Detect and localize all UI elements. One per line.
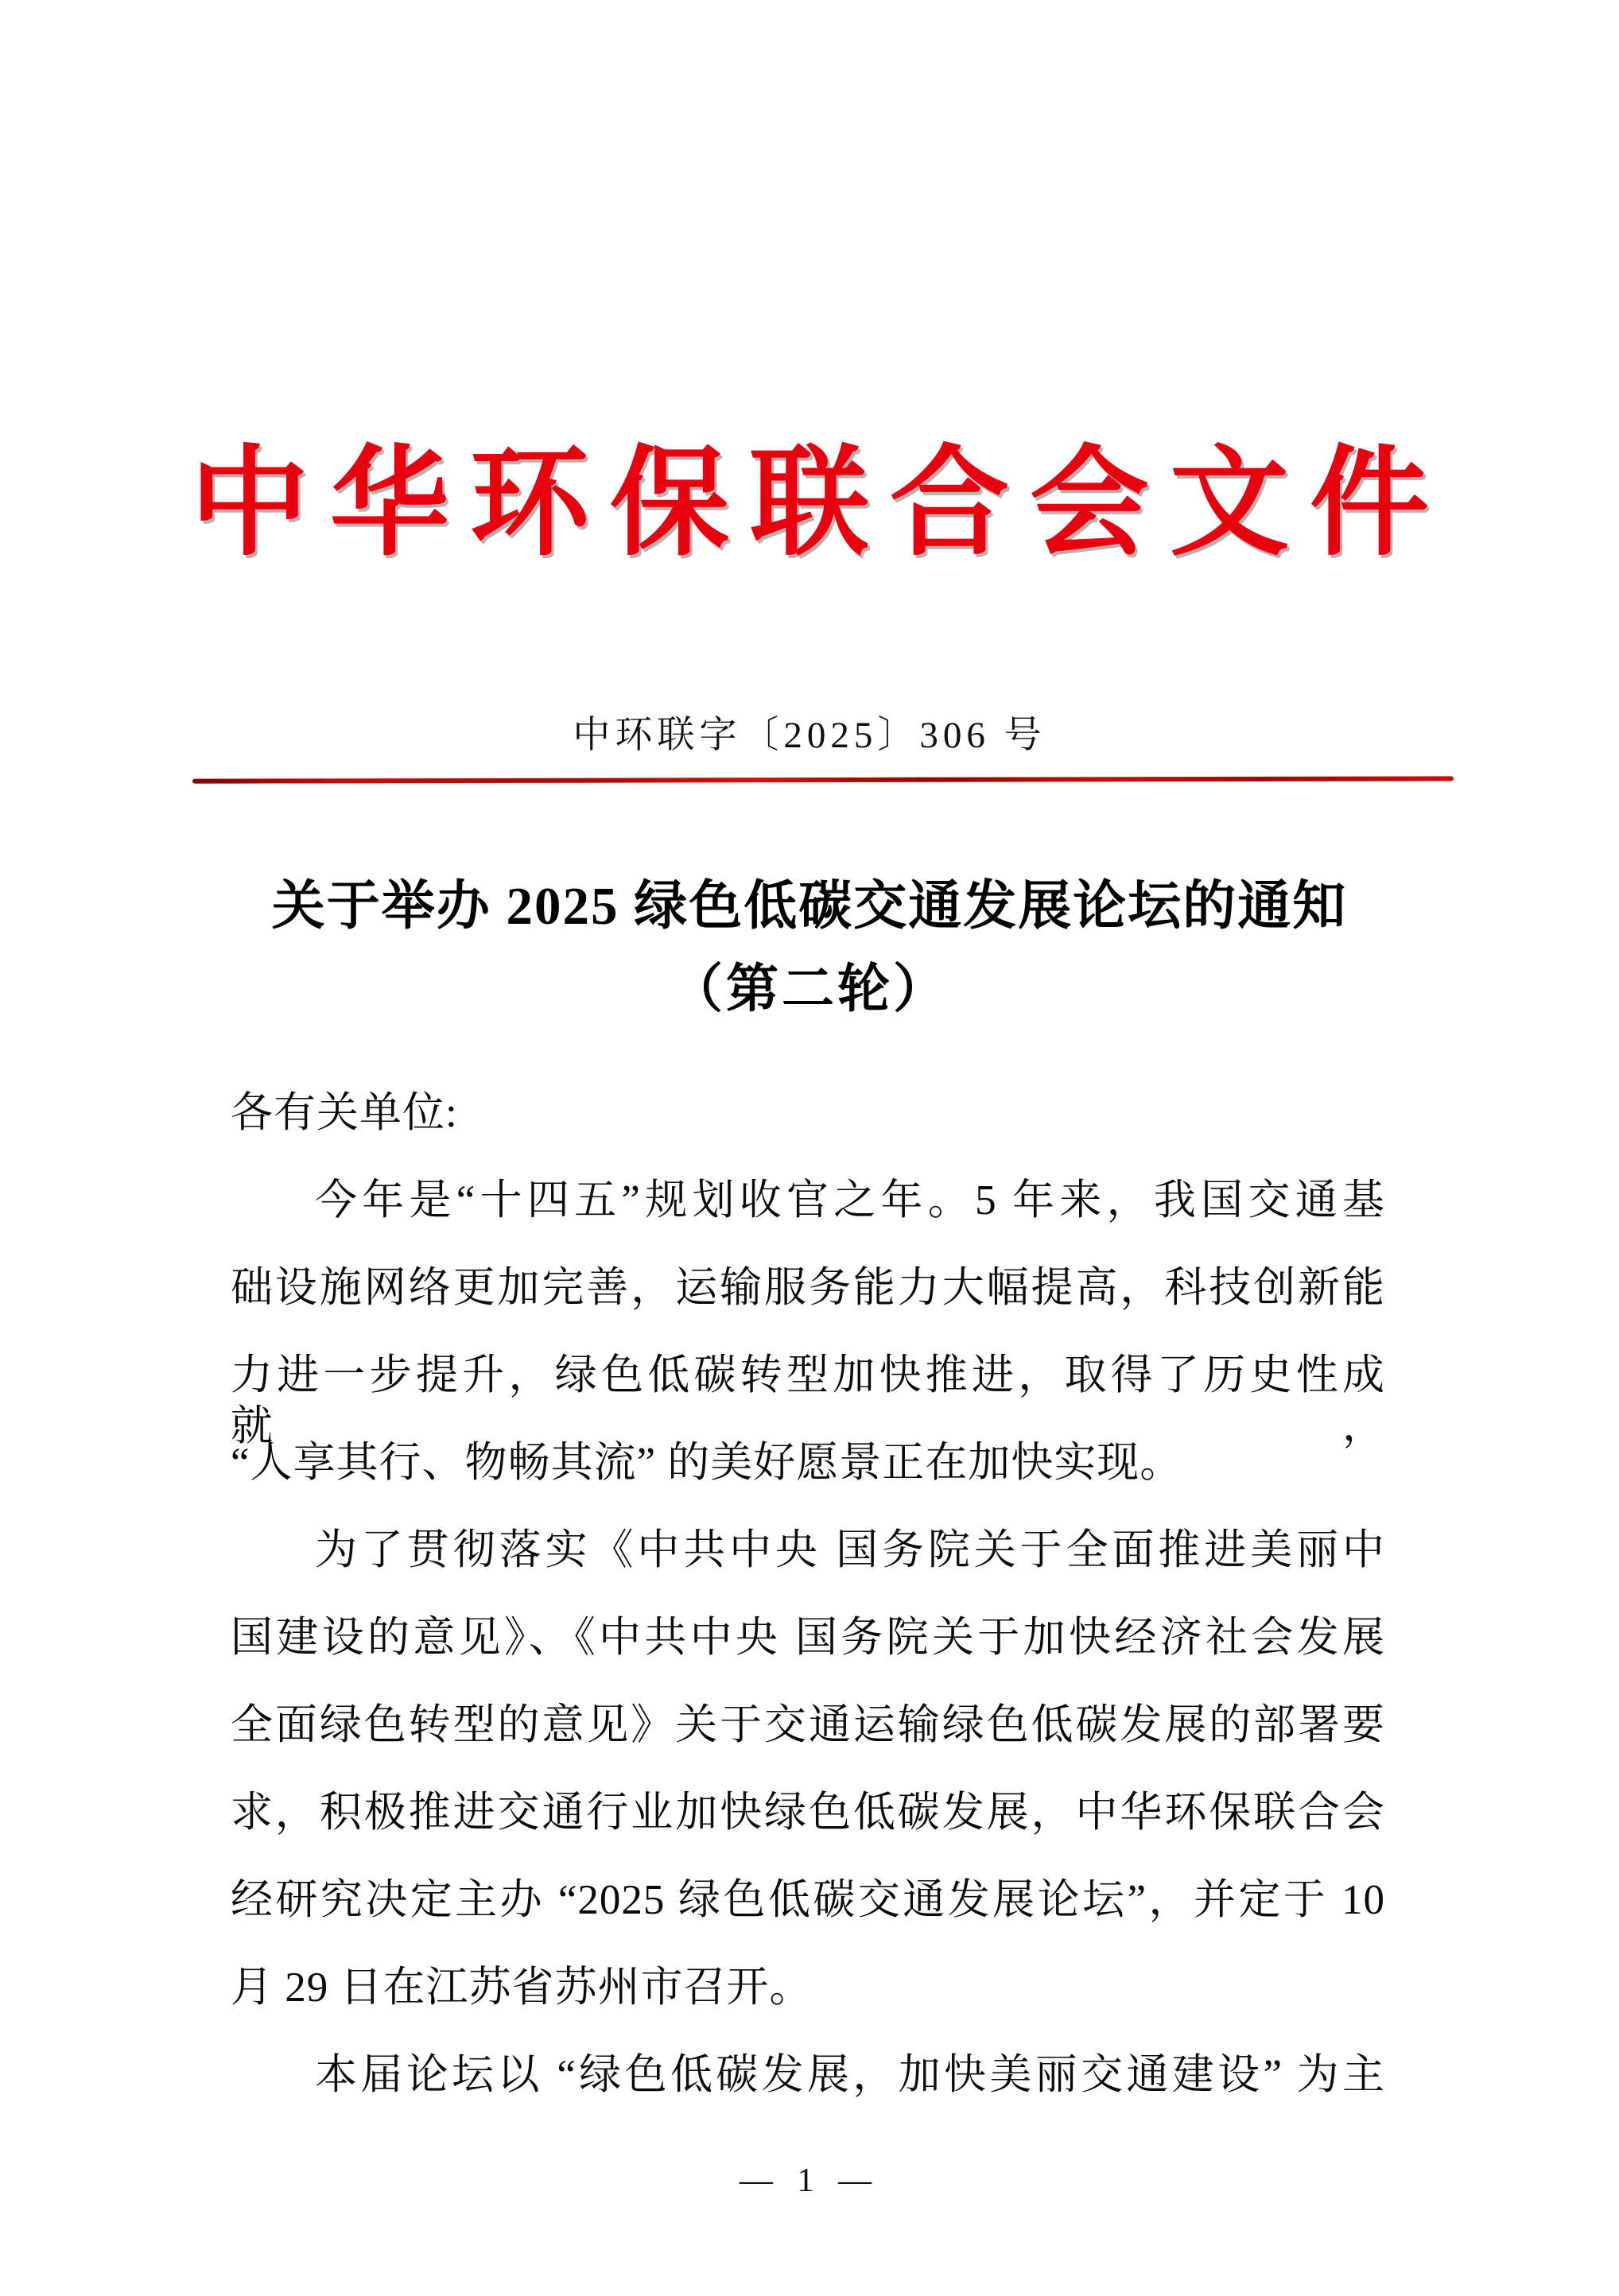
body-line: 求，积极推进交通行业加快绿色低碳发展，中华环保联合会 xyxy=(231,1790,1385,1836)
body-line: 月 29 日在江苏省苏州市召开。 xyxy=(231,1964,813,2011)
document-body xyxy=(231,1088,1385,2137)
body-line: 经研究决定主办 “2025 绿色低碳交通发展论坛”，并定于 10 xyxy=(231,1877,1385,1923)
body-line: 全面绿色转型的意见》关于交通运输绿色低碳发展的部署要 xyxy=(231,1702,1385,1748)
red-divider-rule xyxy=(192,776,1454,783)
body-line: 国建设的意见》、《中共中央 国务院关于加快经济社会发展 xyxy=(231,1615,1385,1661)
document-reference-number: 中环联字〔2025〕306 号 xyxy=(573,715,1046,756)
body-line: 各有关单位: xyxy=(231,1090,458,1136)
body-line: “人享其行、物畅其流” 的美好愿景正在加快实现。 xyxy=(231,1440,1183,1486)
body-line: 础设施网络更加完善，运输服务能力大幅提高，科技创新能 xyxy=(231,1265,1385,1311)
letterhead-title: 中华环保联合会文件 xyxy=(189,438,1450,570)
body-line: 为了贯彻落实《中共中央 国务院关于全面推进美丽中 xyxy=(315,1527,1385,1573)
body-line: 本届论坛以 “绿色低碳发展，加快美丽交通建设” 为主 xyxy=(315,2052,1385,2098)
body-line: 今年是“十四五”规划收官之年。5 年来，我国交通基 xyxy=(315,1177,1385,1224)
document-title: 关于举办 2025 绿色低碳交通发展论坛的通知 xyxy=(271,877,1348,936)
document-subtitle: （第二轮） xyxy=(670,960,949,1018)
body-line: 力进一步提升，绿色低碳转型加快推进，取得了历史性成就， xyxy=(231,1352,1385,1449)
page-number: — 1 — xyxy=(740,2162,879,2199)
